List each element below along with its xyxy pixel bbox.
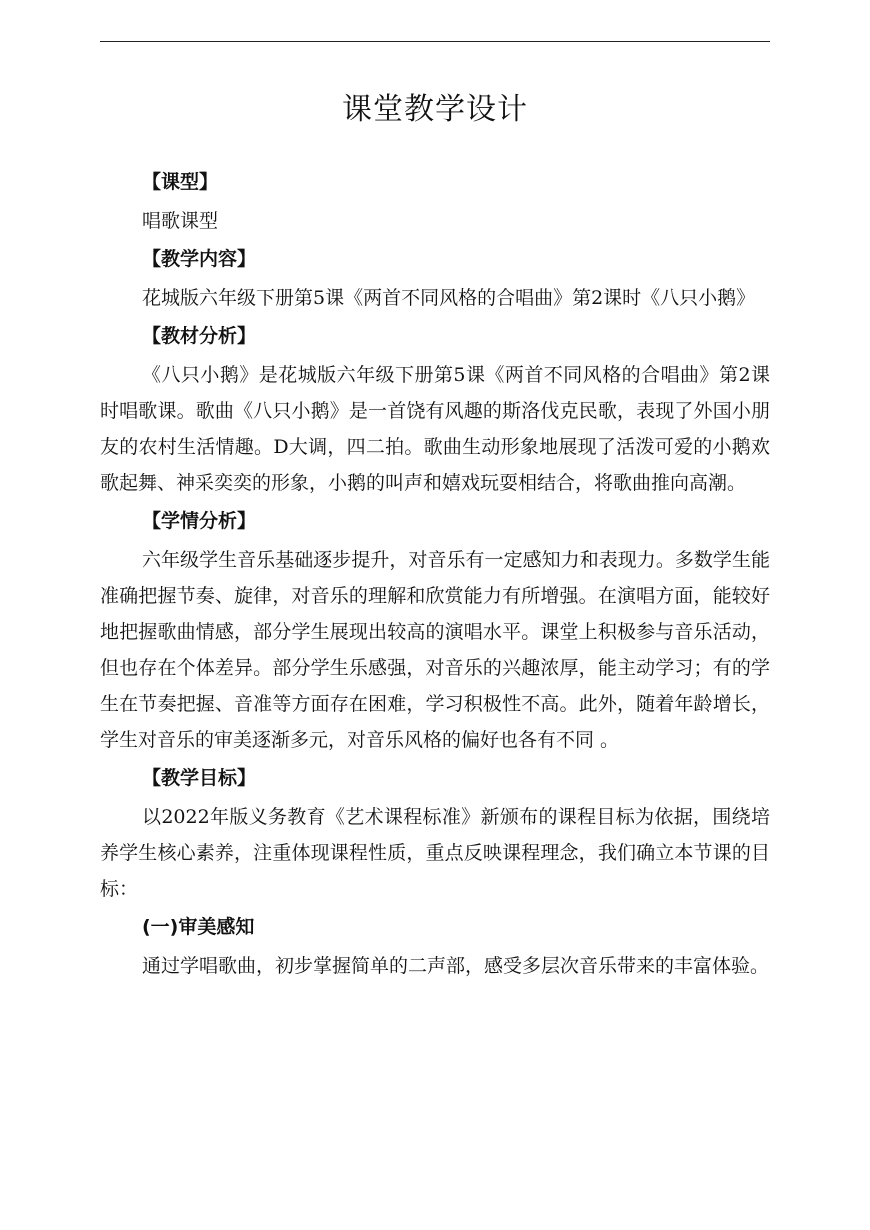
students-text: 六年级学生音乐基础逐步提升，对音乐有一定感知力和表现力。多数学生能准确把握节奏、旋律，对音乐的理解和欣赏能力有所增强。在演唱方面，能较好地把握歌曲情感，部分学生展现出较高的演唱水平。课堂上积极参与音乐活动，但也存在个体差异。部分学生乐感强，对音乐的兴趣浓厚，能主动学习；有的学生在节奏把握、音准等方面存在困难，学习积极性不高。此外，随着年龄增长，学生对音乐的审美逐渐多元，对音乐风格的偏好也各有不同 。 (100, 549, 770, 751)
aesthetic-subheading: (一)审美感知 (142, 916, 255, 938)
students-heading: 【学情分析】 (142, 510, 257, 532)
material-text: 《八只小鹅》是花城版六年级下册第5课《两首不同风格的合唱曲》第2课时唱歌课。歌曲《八只小鹅》是一首饶有风趣的斯洛伐克民歌，表现了外国小朋友的农村生活情趣。D大调，四二拍。歌曲生动形象地展现了活泼可爱的小鹅欢歌起舞、神采奕奕的形象，小鹅的叫声和嬉戏玩耍相结合，将歌曲推向高潮。 (100, 364, 770, 494)
material-heading: 【教材分析】 (142, 325, 257, 347)
document-body (100, 166, 770, 984)
page-title: 课堂教学设计 (342, 92, 528, 127)
content-heading: 【教学内容】 (142, 248, 257, 270)
lesson-type-heading: 【课型】 (142, 171, 219, 193)
aesthetic-text: 通过学唱歌曲，初步掌握简单的二声部，感受多层次音乐带来的丰富体验。 (142, 955, 770, 977)
header-rule (100, 41, 770, 42)
goals-text: 以2022年版义务教育《艺术课程标准》新颁布的课程目标为依据，围绕培养学生核心素养，注重体现课程性质，重点反映课程理念，我们确立本节课的目标： (100, 806, 770, 900)
goals-heading: 【教学目标】 (142, 767, 257, 789)
content-text: 花城版六年级下册第5课《两首不同风格的合唱曲》第2课时《八只小鹅》 (142, 287, 756, 309)
lesson-type-text: 唱歌课型 (142, 210, 219, 232)
